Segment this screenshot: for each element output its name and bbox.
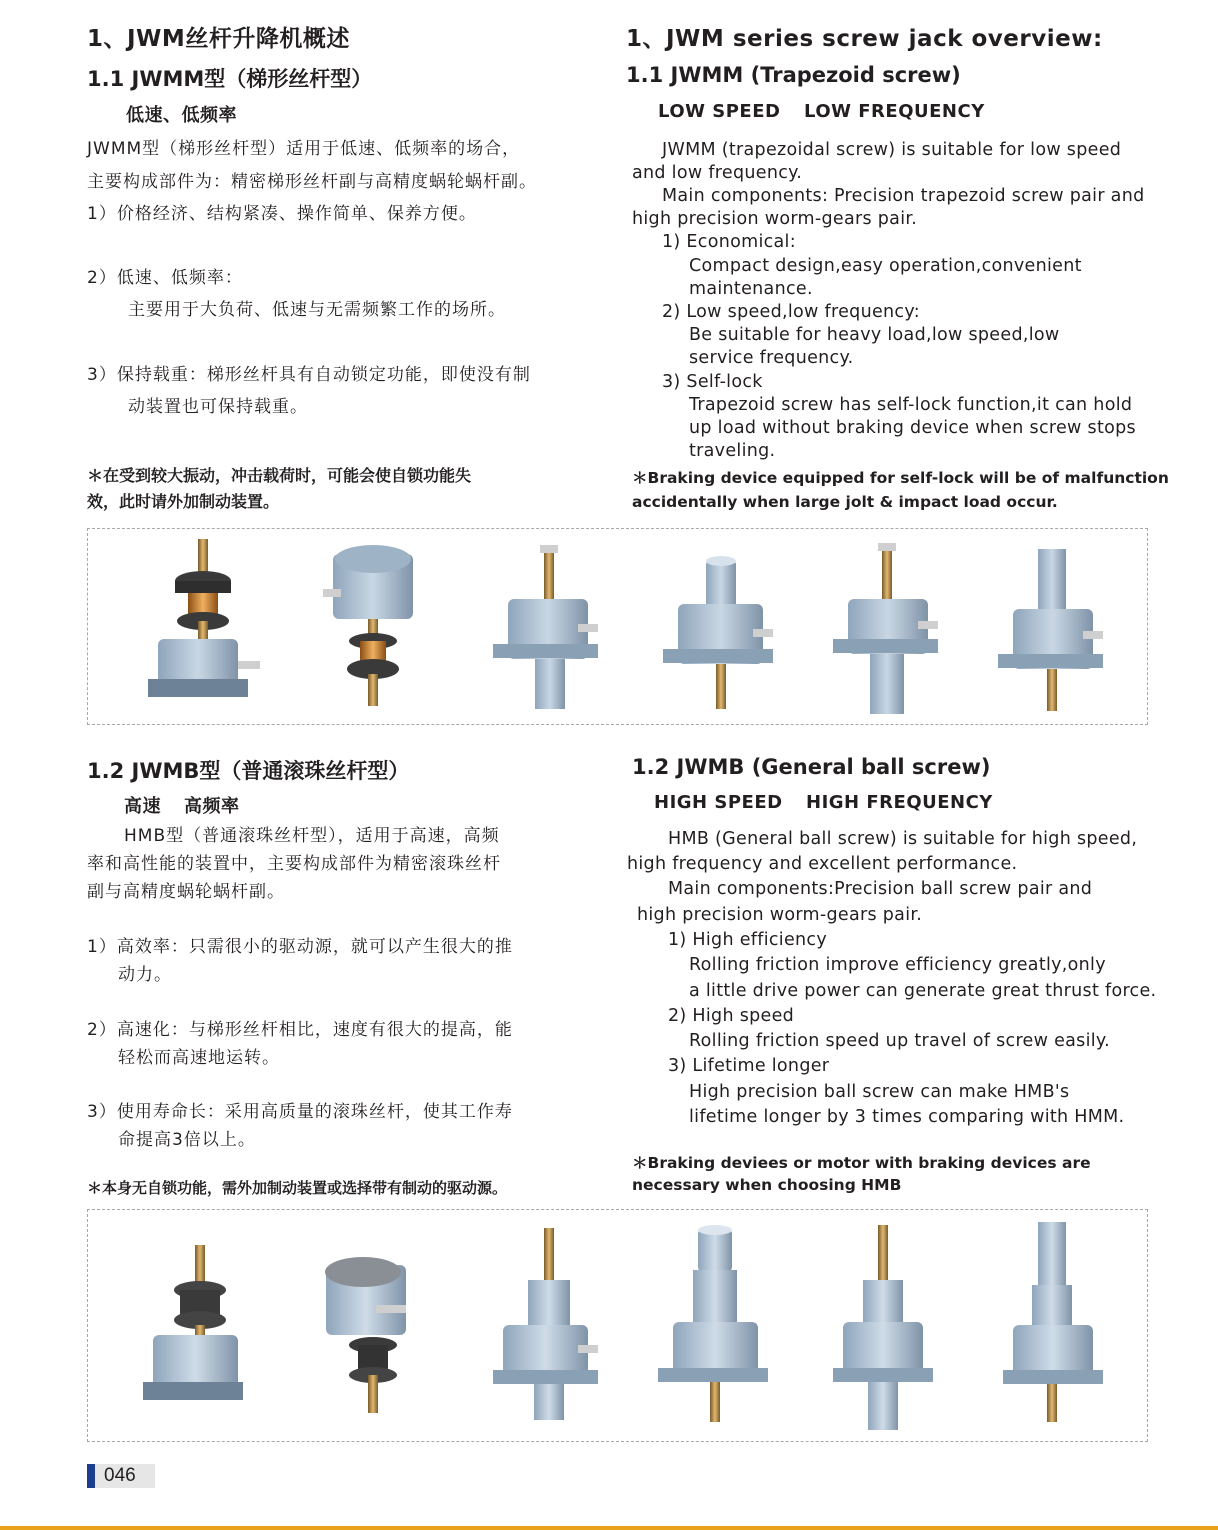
note-line: accidentally when large jolt & impact load occur. (632, 493, 1058, 511)
tagline-low-frequency: LOW FREQUENCY (804, 101, 985, 122)
text-line: high frequency and excellent performance. (627, 854, 1018, 874)
text-line: Rolling friction speed up travel of screw easily. (689, 1031, 1110, 1051)
text-line: 轻松而高速地运转。 (118, 1048, 280, 1068)
text-line: 率和高性能的装置中，主要构成部件为精密滚珠丝杆 (87, 854, 501, 874)
text-line: Be suitable for heavy load,low speed,low (689, 325, 1060, 345)
text-line: 命提高3倍以上。 (118, 1130, 256, 1150)
jack-image-2 (323, 545, 413, 706)
tagline-jwmm-zh: 低速、低频率 (126, 105, 237, 126)
product-gallery-jwmm (87, 528, 1148, 725)
text-line: 1) High efficiency (668, 930, 827, 950)
tagline-high-speed: HIGH SPEED (654, 792, 783, 813)
jack-image-12 (1003, 1222, 1103, 1422)
text-line: 2）低速、低频率： (87, 268, 243, 288)
text-line: 1）高效率：只需很小的驱动源，就可以产生很大的推 (87, 937, 513, 957)
text-line: Rolling friction improve efficiency greatly,only (689, 955, 1106, 975)
text-line: high precision worm-gears pair. (632, 209, 918, 229)
text-line: High precision ball screw can make HMB's (689, 1082, 1070, 1102)
jack-image-1 (148, 539, 260, 697)
tagline-high-frequency-zh: 高频率 (184, 796, 240, 817)
jack-image-4 (663, 556, 773, 709)
text-line: 副与高精度蜗轮蜗杆副。 (87, 882, 285, 902)
text-line: 动力。 (118, 965, 172, 985)
jack-image-5 (833, 543, 938, 714)
note-line: 效，此时请外加制动装置。 (87, 492, 280, 511)
note-line: ＊本身无自锁功能，需外加制动装置或选择带有制动的驱动源。 (87, 1179, 508, 1197)
text-line: 1）价格经济、结构紧凑、操作简单、保养方便。 (87, 204, 477, 224)
text-line: service frequency. (689, 348, 854, 368)
jack-image-6 (998, 549, 1103, 711)
page-number: 046 (104, 1465, 136, 1486)
text-line: up load without braking device when screw stops (689, 418, 1136, 438)
text-line: 3) Lifetime longer (668, 1056, 830, 1076)
text-line: 主要构成部件为：精密梯形丝杆副与高精度蜗轮蜗杆副。 (87, 172, 537, 192)
jack-image-10 (658, 1225, 768, 1422)
text-line: high precision worm-gears pair. (637, 905, 923, 925)
text-line: JWMM型（梯形丝杆型）适用于低速、低频率的场合， (87, 139, 521, 159)
subsection-title-jwmb-en: 1.2 JWMB (General ball screw) (632, 755, 991, 779)
text-line: a little drive power can generate great thrust force. (689, 981, 1157, 1001)
subsection-title-jwmm-en: 1.1 JWMM (Trapezoid screw) (626, 63, 961, 87)
text-line: and low frequency. (632, 163, 803, 183)
subsection-title-jwmb-zh: 1.2 JWMB型（普通滚珠丝杆型） (87, 759, 410, 783)
tagline-high-frequency: HIGH FREQUENCY (806, 792, 993, 813)
text-line: maintenance. (689, 279, 813, 299)
bottom-rule (0, 1526, 1218, 1530)
text-line: traveling. (689, 441, 776, 461)
text-line: Compact design,easy operation,convenient (689, 256, 1082, 276)
text-line: JWMM (trapezoidal screw) is suitable for low speed (662, 140, 1122, 160)
section-title-zh: 1、JWM丝杆升降机概述 (87, 26, 350, 52)
jack-image-7 (143, 1245, 243, 1400)
jack-image-9 (493, 1228, 598, 1420)
jack-image-3 (493, 545, 598, 709)
jack-image-8 (325, 1257, 406, 1413)
subsection-title-jwmm-zh: 1.1 JWMM型（梯形丝杆型） (87, 67, 373, 91)
note-line: necessary when choosing HMB (632, 1176, 902, 1194)
text-line: 动装置也可保持载重。 (128, 397, 308, 417)
text-line: 2）高速化：与梯形丝杆相比，速度有很大的提高，能 (87, 1020, 513, 1040)
page-number-bar (87, 1464, 95, 1488)
text-line: Main components: Precision trapezoid screw pair and (662, 186, 1145, 206)
text-line: 3）使用寿命长：采用高质量的滚珠丝杆，使其工作寿 (87, 1102, 513, 1122)
product-gallery-jwmb (87, 1209, 1148, 1442)
text-line: 3) Self-lock (662, 372, 763, 392)
text-line: lifetime longer by 3 times comparing with HMM. (689, 1107, 1125, 1127)
note-line: ＊在受到较大振动，冲击载荷时，可能会使自锁功能失 (87, 466, 472, 485)
note-line: ＊Braking deviees or motor with braking devices are (632, 1154, 1091, 1172)
text-line: Main components:Precision ball screw pair and (668, 879, 1093, 899)
text-line: HMB (General ball screw) is suitable for high speed, (668, 829, 1138, 849)
text-line: 主要用于大负荷、低速与无需频繁工作的场所。 (128, 300, 506, 320)
jack-image-11 (833, 1225, 933, 1430)
text-line: 3）保持载重：梯形丝杆具有自动锁定功能，即使没有制 (87, 365, 531, 385)
text-line: 2) Low speed,low frequency: (662, 302, 920, 322)
text-line: 1) Economical: (662, 232, 796, 252)
text-line: Trapezoid screw has self-lock function,it can hold (689, 395, 1133, 415)
section-title-en: 1、JWM series screw jack overview: (626, 26, 1103, 52)
tagline-high-speed-zh: 高速 (124, 796, 161, 817)
tagline-low-speed: LOW SPEED (658, 101, 781, 122)
text-line: 2) High speed (668, 1006, 795, 1026)
text-line: HMB型（普通滚珠丝杆型），适用于高速，高频 (124, 826, 500, 846)
note-line: ＊Braking device equipped for self-lock will be of malfunction (632, 469, 1169, 487)
